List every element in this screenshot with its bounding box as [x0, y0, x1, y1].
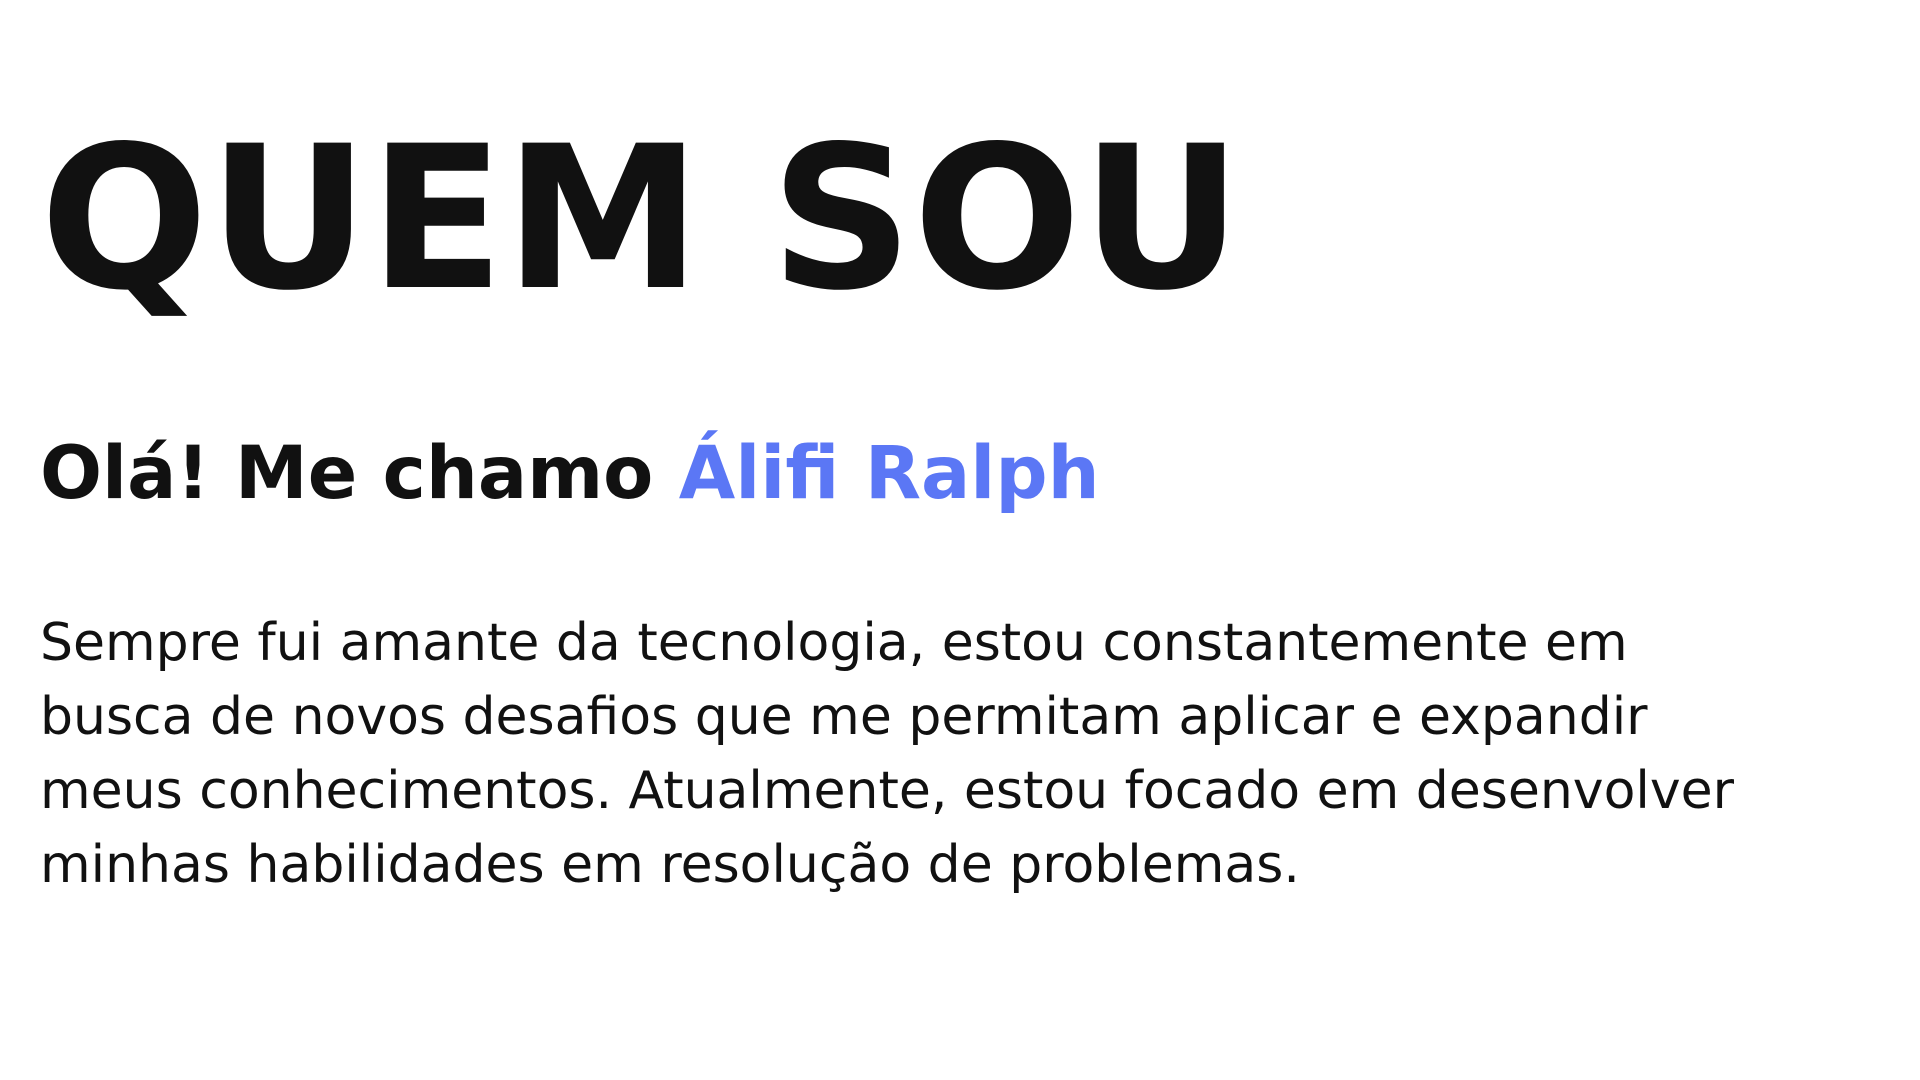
bio-line: Sempre fui amante da tecnologia, estou constantemente em	[40, 613, 1628, 674]
bio-line: busca de novos desafios que me permitam aplicar e expandir	[40, 687, 1648, 748]
greeting-prefix: Olá! Me chamo	[40, 431, 654, 516]
bio-line: minhas habilidades em resolução de problemas.	[40, 835, 1300, 896]
greeting-heading	[40, 431, 1880, 516]
bio-paragraph	[40, 606, 1900, 902]
author-name: Álifi Ralph	[678, 431, 1100, 516]
section-title: QUEM SOU	[40, 103, 1243, 334]
bio-line: meus conhecimentos. Atualmente, estou focado em desenvolver	[40, 761, 1734, 822]
